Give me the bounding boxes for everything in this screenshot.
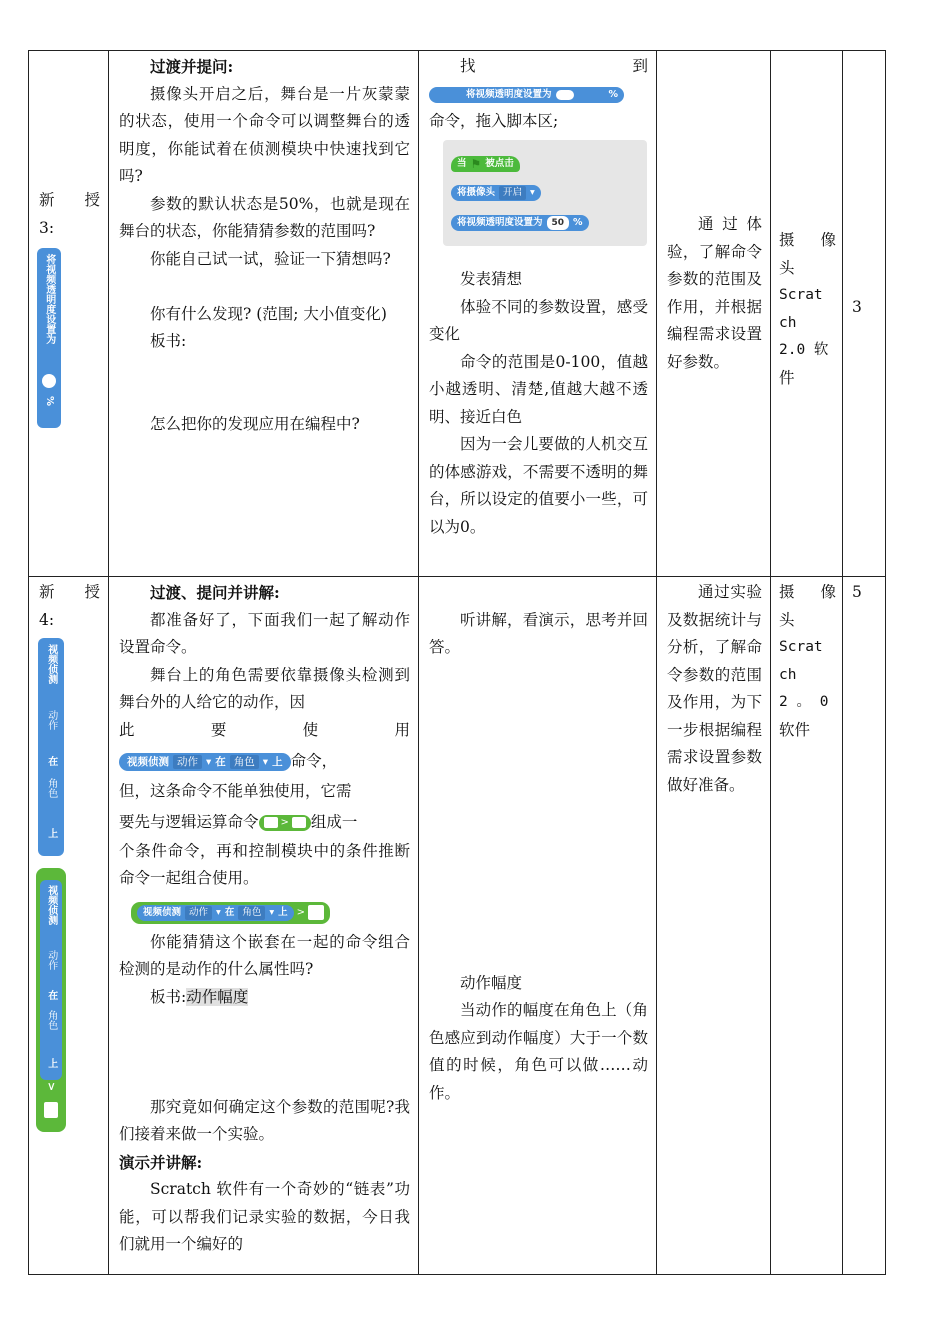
chevron-down-icon: ▾ [269,906,275,918]
motion-dropdown: 动作 [173,755,202,769]
when-flag-clicked-block [451,156,520,172]
teacher-paragraph: 怎么把你的发现应用在编程中? [150,414,360,433]
lesson-plan-table [28,50,886,1275]
teacher-paragraph: Scratch 软件有一个奇妙的“链表”功能，可以帮我们记录实验的数据，今日我们就用一个编好的 [119,1180,410,1253]
block-label: 将视频透明度设置为 [43,254,55,344]
block-label: 上 [272,756,283,768]
student-paragraph: 命令的范围是0-100，值越小越透明、清楚,值越大越不透明、接近白色 [429,352,648,426]
resource-char: 摄 [779,583,821,601]
motion-dropdown: 动作 [185,906,212,920]
input-slot [264,817,278,828]
teacher-text: 组成一 [310,812,358,831]
teacher-paragraph: 摄像头开启之后，舞台是一片灰蒙蒙的状态，使用一个命令可以调整舞台的透明度，你能试着在侦测模块中快速找到它吗? [119,84,410,185]
block-label: 当 [457,157,467,169]
block-label: 上 [278,906,288,918]
greater-than-sign: > [280,816,289,828]
nested-condition-block-inline [131,902,330,924]
input-slot [44,1102,58,1118]
set-transparency-block [451,215,589,231]
greater-than-sign: > [296,906,306,918]
video-detect-block-vertical [38,638,64,856]
motion-dropdown: 动作 [45,950,57,970]
block-label: 视频侦测 [45,644,57,684]
resources-cell [771,577,843,1275]
resource-char: 头 [779,610,795,629]
design-intent-cell [657,577,771,1275]
turn-camera-block [451,185,541,201]
table-row-new-lesson-3 [29,51,886,577]
guess-title: 发表猜想 [460,270,523,288]
resource-text: Scrat [779,639,823,655]
section-char: 授 [84,191,100,209]
section-cell [29,577,109,1275]
block-label: 将视频透明度设置为 [466,88,552,100]
block-label: 上 [45,1058,57,1068]
block-unit: % [573,216,583,228]
time-value: 3 [852,298,862,316]
teacher-paragraph: 舞台上的角色需要依靠摄像头检测到舞台外的人给它的动作，因 [119,665,410,711]
teacher-activity-cell [109,577,419,1275]
sprite-dropdown: 角色 [45,1010,57,1030]
teacher-paragraph: 参数的默认状态是50%，也就是现在舞台的状态，你能猜猜参数的范围吗? [119,194,410,240]
student-activity-cell [419,577,657,1275]
transparency-block-vertical [37,248,61,428]
greater-than-sign: > [44,1082,58,1092]
green-flag-icon: ⚑ [470,156,482,171]
resources-cell [771,51,843,577]
teacher-title: 过渡、提问并讲解: [150,583,280,602]
teacher-paragraph: 你能自己试一试，验证一下猜想吗? [150,249,391,268]
block-label: 视频侦测 [127,756,169,768]
find-text: 找到 [460,57,648,75]
time-cell [843,51,886,577]
video-detect-block-inline [137,905,294,921]
teacher-paragraph: 都准备好了，下面我们一起了解动作设置命令。 [119,610,410,656]
resource-char: 软件 [779,720,811,739]
teacher-paragraph: 你能猜猜这个嵌套在一起的命令组合检测的是动作的什么属性吗? [119,932,410,978]
block-label: 在 [215,756,226,768]
block-label: 上 [45,828,57,838]
board-label: 板书: [150,332,187,350]
teacher-paragraph: 那究竟如何确定这个参数的范围呢?我们接着来做一个实验。 [119,1097,410,1143]
chevron-down-icon: ▾ [262,756,269,768]
sprite-dropdown: 角色 [45,778,57,798]
block-label: 在 [45,756,57,766]
student-paragraph: 体验不同的参数设置，感受变化 [429,297,648,343]
resource-text: ch [779,314,797,331]
chevron-down-icon: ▾ [530,187,535,198]
resource-char: 摄 [779,231,821,249]
student-paragraph: 听讲解，看演示，思考并回答。 [429,610,648,656]
resource-text: Scrat [779,287,823,303]
block-label: 被点击 [485,157,514,169]
student-paragraph: 当动作的幅度在角色上（角色感应到动作幅度）大于一个数值的时候，角色可以做……动作。 [429,1001,648,1102]
design-intent-text: 通过实验及数据统计与分析，了解命令参数的范围及作用，为下一步根据编程需求设置参数做好准备。 [667,583,762,794]
teacher-paragraph: 你有什么发现? (范围; 大小值变化) [150,304,387,323]
section-char: 新 [39,191,85,209]
section-char: 新 [39,583,85,601]
resource-char: 件 [779,368,795,387]
value-oval [42,374,56,388]
section-cell [29,51,109,577]
input-slot [292,817,306,828]
section-number: 4: [39,610,55,629]
design-intent-text: 通过体验，了解命令参数的范围及作用，并根据编程需求设置好参数。 [667,215,762,371]
time-cell [843,577,886,1275]
board-highlight: 动作幅度 [186,987,249,1006]
sprite-dropdown: 角色 [238,906,265,920]
teacher-title: 过渡并提问: [150,57,234,76]
teacher-text: 要先与逻辑运算命令 [119,812,259,831]
teacher-paragraph: 个条件命令，再和控制模块中的条件推断命令一起组合使用。 [119,841,410,887]
block-unit: % [43,396,55,407]
student-title: 动作幅度 [460,973,523,992]
chevron-down-icon: ▾ [206,756,212,768]
find-text-2: 命令，拖入脚本区; [429,112,559,130]
value-oval [556,90,574,100]
greater-than-operator-block [259,815,311,831]
block-label: 在 [45,990,57,1000]
block-label: 在 [224,906,235,918]
section-char: 授 [84,583,100,601]
scratch-script-image [443,140,647,247]
section-number: 3: [39,218,55,237]
table-row-new-lesson-4 [29,577,886,1275]
student-paragraph: 因为一会儿要做的人机交互的体感游戏，不需要不透明的舞台，所以设定的值要小一些，可以为0。 [429,435,648,536]
resource-text: 2 。 0 [779,694,829,710]
block-label: 将摄像头 [457,187,496,198]
resource-char: 像 [820,231,836,249]
camera-dropdown: 开启 [499,186,526,200]
demo-title: 演示并讲解: [119,1152,203,1172]
teacher-text: 命令， [290,752,338,770]
student-activity-cell [419,51,657,577]
teacher-paragraph: 此 要 使 用 [119,720,410,739]
transparency-value: 50 [547,216,570,230]
block-label: 将视频透明度设置为 [457,216,543,228]
design-intent-cell [657,51,771,577]
nested-condition-block-vertical [36,868,66,1132]
block-unit: % [608,88,619,100]
chevron-down-icon: ▾ [216,906,221,918]
input-slot [308,905,324,920]
teacher-paragraph: 但，这条命令不能单独使用，它需 [119,782,352,800]
motion-dropdown: 动作 [45,710,57,730]
resource-char: 像 [820,583,836,601]
board-label: 板书: [150,987,187,1006]
block-label: 视频侦测 [45,885,57,925]
sprite-dropdown: 角色 [230,755,259,769]
transparency-block-inline [429,87,624,103]
resource-text: ch [779,666,797,683]
block-label: 视频侦测 [143,906,182,918]
resource-char: 头 [779,258,795,277]
resource-text: 2.0 软 [779,342,829,358]
time-value: 5 [852,583,862,601]
teacher-activity-cell [109,51,419,577]
video-detect-block-inline [119,753,291,771]
